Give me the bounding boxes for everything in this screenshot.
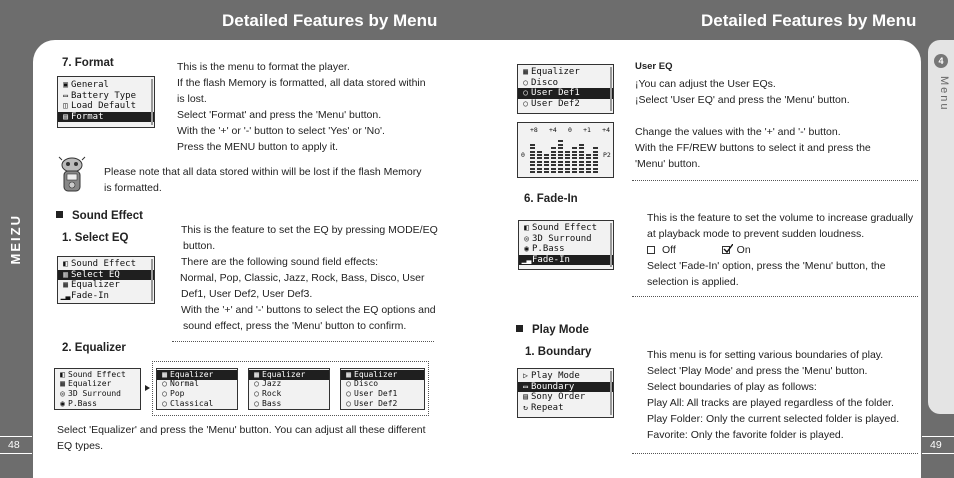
lcd-item: 3D Surround: [68, 389, 121, 399]
divider-dotted: [632, 453, 918, 454]
eq-bar-segment: [586, 154, 591, 156]
eq-label: +1: [583, 126, 591, 134]
lcd-item: Disco: [354, 379, 379, 389]
lcd-row: [55, 399, 140, 409]
eq-bar-segment: [565, 168, 570, 170]
eq-bar-segment: [586, 171, 591, 173]
lcd-item: Classical: [170, 399, 214, 409]
equalizer-icon: ▦: [523, 67, 528, 76]
text-line: sound effect, press the 'Menu' button to confirm.: [183, 320, 407, 332]
eq-label: 0: [568, 126, 572, 134]
eq-bar-segment: [551, 151, 556, 153]
radio-icon: ○: [523, 77, 528, 87]
text-line: If the flash Memory is formatted, all data stored within: [177, 77, 426, 89]
eq-bar-column: [530, 142, 535, 173]
fade-in-options: [647, 242, 913, 258]
mascot-note-icon: [58, 156, 86, 194]
off-checkbox-icon: [647, 246, 655, 254]
eq-right-label: P2: [603, 151, 611, 159]
eq-bars: [530, 137, 602, 173]
lcd-item: Normal: [170, 379, 199, 389]
radio-icon: ○: [523, 98, 528, 108]
right-page-number: 49: [930, 439, 942, 451]
eq-bar-segment: [565, 154, 570, 156]
user-eq-bars-display: [517, 122, 614, 178]
lcd-item: Fade-In: [532, 254, 570, 265]
boundary-heading: 1. Boundary: [525, 346, 592, 358]
user-eq-description-b: [635, 124, 871, 172]
lcd-row-selected: [157, 370, 237, 380]
lcd-row: [157, 390, 237, 400]
text-line: Select 'Equalizer' and press the 'Menu' button. You can adjust all these different: [57, 424, 426, 436]
eq-bar-column: [579, 142, 584, 173]
lcd-row: [518, 99, 613, 110]
eq-bar-segment: [579, 147, 584, 149]
divider-dotted: [172, 341, 434, 342]
text-line: Play All: All tracks are played regardless of the folder.: [647, 397, 894, 409]
play-mode-section: [516, 324, 589, 336]
eq-bar-segment: [551, 164, 556, 166]
eq-bar-segment: [530, 144, 535, 146]
eq-bar-segment: [593, 147, 598, 149]
settings-icon: ▣: [63, 80, 68, 89]
opt-off-label: Off: [662, 244, 676, 256]
text-line: at playback mode to prevent sudden loudness.: [647, 228, 865, 240]
eq-bar-segment: [572, 168, 577, 170]
format-heading: 7. Format: [62, 57, 114, 69]
battery-icon: ▭: [63, 90, 68, 100]
eq-bar-segment: [579, 171, 584, 173]
lcd-item: Disco: [531, 77, 559, 88]
text-line: With the FF/REW buttons to select it and press the: [635, 142, 871, 154]
radio-icon: ○: [346, 399, 351, 409]
text-line: This is the menu to format the player.: [177, 61, 350, 73]
fade-in-description: [647, 210, 913, 290]
sort-icon: ▤: [523, 392, 528, 401]
lcd-item: Sony Order: [531, 392, 586, 402]
lcd-row: [518, 403, 613, 414]
text-line: is lost.: [177, 93, 207, 105]
divider-dotted: [632, 180, 918, 181]
eq-bar-segment: [558, 168, 563, 170]
eq-bar-segment: [551, 168, 556, 170]
lcd-item: P.Bass: [532, 244, 565, 254]
lcd-row: [58, 291, 154, 302]
lcd-item: Sound Effect: [71, 259, 137, 269]
lcd-row: [249, 390, 329, 400]
lcd-item: Jazz: [262, 379, 282, 389]
eq-bar-segment: [558, 140, 563, 142]
lcd-scrollbar: [610, 223, 612, 267]
sound-icon: ◧: [524, 223, 529, 232]
eq-bar-segment: [593, 171, 598, 173]
lcd-scrollbar: [610, 67, 612, 111]
radio-icon: ○: [162, 389, 167, 399]
arrow-right-icon: [145, 385, 150, 391]
boundary-description: [647, 347, 899, 443]
lcd-item: Equalizer: [68, 379, 112, 389]
text-line: Press the MENU button to apply it.: [177, 141, 339, 153]
text-line: This menu is for setting various boundaries of play.: [647, 349, 884, 361]
eq-bar-segment: [558, 171, 563, 173]
lcd-row: [519, 223, 613, 234]
lcd-item: User Def1: [531, 88, 580, 98]
lcd-scrollbar: [610, 371, 612, 415]
eq-bar-column: [544, 153, 549, 173]
eq-bar-segment: [558, 151, 563, 153]
lcd-row: [55, 390, 140, 400]
equalizer-icon: ▦: [254, 369, 259, 379]
eq-bar-column: [586, 153, 591, 173]
radio-icon: ○: [254, 399, 259, 409]
text-line: Change the values with the '+' and '-' button.: [635, 126, 841, 138]
opt-on-label: On: [736, 244, 751, 256]
eq-bar-segment: [565, 161, 570, 163]
eq-bar-segment: [586, 164, 591, 166]
bass-icon: ◉: [60, 399, 65, 409]
text-line: Select boundaries of play as follows:: [647, 381, 817, 393]
eq-bar-segment: [544, 171, 549, 173]
eq-bar-segment: [572, 157, 577, 159]
eq-bar-segment: [558, 164, 563, 166]
surround-icon: ◎: [524, 233, 529, 243]
section-title: Play Mode: [532, 324, 589, 336]
lcd-item: P.Bass: [68, 399, 97, 409]
format-description: [177, 59, 426, 155]
select-eq-heading: 1. Select EQ: [62, 232, 129, 244]
lcd-row: [518, 371, 613, 382]
bass-icon: ◉: [524, 244, 529, 253]
user-eq-description-a: [635, 76, 850, 108]
eq-bar-column: [572, 146, 577, 173]
sound-icon: ◧: [60, 369, 65, 379]
lcd-item: Boundary: [531, 381, 575, 392]
eq-bar-segment: [551, 154, 556, 156]
lcd-item: Sound Effect: [68, 369, 126, 379]
text-line: ¡You can adjust the User EQs.: [635, 78, 776, 90]
radio-icon: ○: [346, 379, 351, 389]
eq-bar-segment: [565, 157, 570, 159]
eq-bar-segment: [593, 154, 598, 156]
lcd-row-selected: [58, 270, 154, 281]
text-line: There are the following sound field effects:: [181, 256, 379, 268]
equalizer-icon: ▦: [60, 379, 65, 389]
lcd-row: [249, 399, 329, 409]
eq-bar-segment: [572, 147, 577, 149]
eq-bar-column: [593, 146, 598, 173]
eq-bar-segment: [572, 154, 577, 156]
eq-bar-segment: [558, 161, 563, 163]
text-line: Select 'Format' and press the 'Menu' button.: [177, 109, 382, 121]
lcd-row: [58, 280, 154, 291]
repeat-icon: ↻: [523, 402, 528, 412]
brand-logo: MEIZU: [8, 214, 23, 265]
lcd-row: [55, 380, 140, 390]
eq-bar-segment: [537, 154, 542, 156]
eq-bar-segment: [530, 157, 535, 159]
eq-label: +4: [602, 126, 610, 134]
sound-effect-section: [56, 210, 143, 222]
text-line: Select 'Play Mode' and press the 'Menu' button.: [647, 365, 868, 377]
section-title: Sound Effect: [72, 210, 143, 222]
fade-in-lcd: [518, 220, 614, 270]
lcd-row: [58, 80, 154, 91]
text-line: With the '+' or '-' button to select 'Yes' or 'No'.: [177, 125, 385, 137]
lcd-item: Equalizer: [354, 369, 398, 379]
equalizer-lcd-c: [340, 368, 425, 410]
eq-bar-segment: [593, 168, 598, 170]
lcd-row-selected: [519, 255, 613, 266]
eq-left-label: 0: [521, 151, 525, 159]
lcd-item: Format: [71, 111, 104, 122]
radio-icon: ○: [523, 88, 528, 97]
lcd-row: [519, 244, 613, 255]
lcd-row: [58, 259, 154, 270]
eq-bar-segment: [530, 168, 535, 170]
lcd-row: [58, 91, 154, 102]
lcd-row: [157, 380, 237, 390]
radio-icon: ○: [346, 389, 351, 399]
eq-bar-segment: [537, 164, 542, 166]
lcd-item: Equalizer: [531, 67, 580, 77]
section-bullet-icon: [516, 325, 523, 332]
text-line: is formatted.: [104, 182, 162, 194]
lcd-row-selected: [518, 88, 613, 99]
eq-bar-segment: [537, 168, 542, 170]
eq-bar-segment: [593, 161, 598, 163]
user-eq-heading: User EQ: [635, 61, 673, 72]
text-line: selection is applied.: [647, 276, 739, 288]
lcd-row: [341, 380, 424, 390]
eq-bar-column: [537, 149, 542, 173]
fade-in-heading: 6. Fade-In: [524, 193, 578, 205]
right-page-title: Detailed Features by Menu: [701, 11, 917, 30]
eq-bar-segment: [544, 161, 549, 163]
lcd-item: User Def1: [354, 389, 398, 399]
lcd-item: Equalizer: [71, 280, 120, 290]
divider-dotted: [632, 296, 918, 297]
eq-bar-segment: [537, 161, 542, 163]
eq-bar-segment: [537, 171, 542, 173]
radio-icon: ○: [162, 379, 167, 389]
radio-icon: ○: [254, 389, 259, 399]
lcd-item: Fade-In: [71, 290, 109, 301]
lcd-row: [519, 234, 613, 245]
text-line: This is the feature to set the EQ by pressing MODE/EQ: [181, 224, 438, 236]
eq-bar-segment: [530, 147, 535, 149]
text-line: ¡Select 'User EQ' and press the 'Menu' button.: [635, 94, 850, 106]
eq-bar-segment: [551, 157, 556, 159]
eq-bar-segment: [593, 157, 598, 159]
text-line: This is the feature to set the volume to increase gradually: [647, 212, 914, 224]
equalizer-icon: ▦: [162, 369, 167, 379]
lcd-item: User Def2: [354, 399, 398, 409]
eq-bar-segment: [579, 144, 584, 146]
lcd-item: Bass: [262, 399, 282, 409]
eq-bar-segment: [572, 151, 577, 153]
lcd-item: Select EQ: [71, 269, 120, 280]
text-line: Select 'Fade-In' option, press the 'Menu' button, the: [647, 260, 886, 272]
lcd-row: [341, 390, 424, 400]
lcd-row: [341, 399, 424, 409]
eq-bar-segment: [551, 147, 556, 149]
side-tab-number: 4: [938, 56, 944, 66]
text-line: With the '+' and '-' buttons to select the EQ options and: [181, 304, 436, 316]
lcd-row: [55, 370, 140, 380]
text-line: Favorite: Only the favorite folder is played.: [647, 429, 844, 441]
fade-icon: ▁▃: [60, 290, 71, 300]
equalizer-icon: ▦: [346, 369, 351, 379]
fade-icon: ▁▃: [521, 254, 532, 264]
side-tab-label: Menu: [938, 76, 950, 112]
equalizer-lcd-a: [156, 368, 238, 410]
eq-bar-segment: [537, 157, 542, 159]
eq-bar-segment: [537, 151, 542, 153]
lcd-row: [249, 380, 329, 390]
eq-bar-segment: [586, 161, 591, 163]
eq-bar-segment: [544, 154, 549, 156]
equalizer-icon: ▦: [63, 280, 68, 289]
lcd-item: Load Default: [71, 101, 137, 111]
eq-bar-segment: [579, 168, 584, 170]
lcd-row-selected: [58, 112, 154, 123]
eq-bar-column: [558, 139, 563, 173]
text-line: EQ types.: [57, 440, 104, 452]
select-eq-lcd: [57, 256, 155, 304]
eq-bar-segment: [579, 164, 584, 166]
play-mode-icon: ▷: [523, 371, 528, 380]
lcd-scrollbar: [151, 79, 153, 125]
text-line: Please note that all data stored within will be lost if the flash Memory: [104, 166, 422, 178]
eq-icon: ▥: [63, 269, 68, 279]
section-bullet-icon: [56, 211, 63, 218]
format-note: [104, 164, 422, 196]
equalizer-lcd-main: [54, 368, 141, 410]
lcd-item: Battery Type: [71, 90, 137, 101]
lcd-row: [518, 78, 613, 89]
folder-icon: ▭: [523, 381, 528, 391]
eq-bar-segment: [558, 154, 563, 156]
lcd-row: [518, 392, 613, 403]
equalizer-heading: 2. Equalizer: [62, 342, 126, 354]
eq-bar-segment: [551, 161, 556, 163]
eq-bar-column: [551, 146, 556, 173]
eq-bar-segment: [544, 157, 549, 159]
eq-bar-segment: [544, 164, 549, 166]
sound-icon: ◧: [63, 259, 68, 268]
eq-label: +8: [530, 126, 538, 134]
eq-bar-segment: [530, 154, 535, 156]
eq-label: +4: [549, 126, 557, 134]
lcd-item: Rock: [262, 389, 282, 399]
select-eq-description: [181, 222, 438, 334]
eq-bar-segment: [565, 171, 570, 173]
equalizer-lcd-b: [248, 368, 330, 410]
format-lcd: [57, 76, 155, 128]
eq-bar-segment: [593, 164, 598, 166]
lcd-item: Play Mode: [531, 371, 580, 381]
eq-bar-segment: [586, 168, 591, 170]
eq-bar-segment: [579, 161, 584, 163]
eq-bar-segment: [579, 151, 584, 153]
on-checkbox-icon: [722, 246, 730, 254]
lcd-item: Equalizer: [170, 369, 214, 379]
lcd-scrollbar: [151, 259, 153, 301]
lcd-row: [58, 101, 154, 112]
lcd-item: General: [71, 80, 109, 90]
radio-icon: ○: [162, 399, 167, 409]
left-page-title: Detailed Features by Menu: [222, 11, 438, 30]
text-line: Play Folder: Only the current selected folder is played.: [647, 413, 900, 425]
eq-bar-segment: [544, 168, 549, 170]
lcd-item: 3D Surround: [532, 233, 592, 244]
text-line: button.: [183, 240, 216, 252]
side-tab-number-badge: [934, 54, 948, 68]
eq-bar-segment: [572, 164, 577, 166]
text-line: 'Menu' button.: [635, 158, 701, 170]
eq-bar-segment: [530, 164, 535, 166]
equalizer-description: [57, 422, 426, 454]
user-eq-lcd: [517, 64, 614, 114]
lcd-row-selected: [518, 382, 613, 393]
boundary-lcd: [517, 368, 614, 418]
eq-bar-segment: [579, 157, 584, 159]
eq-bar-segment: [593, 151, 598, 153]
side-tab: [928, 40, 954, 414]
eq-bar-segment: [565, 151, 570, 153]
format-icon: ▤: [63, 111, 68, 121]
radio-icon: ○: [254, 379, 259, 389]
left-page-number: 48: [8, 439, 20, 451]
eq-top-labels: [530, 126, 610, 134]
lcd-item: Sound Effect: [532, 223, 598, 233]
eq-bar-segment: [572, 161, 577, 163]
surround-icon: ◎: [60, 389, 65, 399]
lcd-row-selected: [341, 370, 424, 380]
lcd-item: Pop: [170, 389, 185, 399]
eq-bar-segment: [551, 171, 556, 173]
eq-bar-segment: [558, 147, 563, 149]
lcd-row: [157, 399, 237, 409]
eq-bar-segment: [572, 171, 577, 173]
eq-bar-segment: [558, 157, 563, 159]
reset-icon: ◫: [63, 101, 68, 110]
lcd-row: [518, 67, 613, 78]
eq-bar-segment: [558, 144, 563, 146]
eq-bar-segment: [530, 161, 535, 163]
eq-bar-segment: [530, 151, 535, 153]
lcd-row-selected: [249, 370, 329, 380]
lcd-item: User Def2: [531, 98, 580, 109]
lcd-item: Repeat: [531, 402, 564, 413]
text-line: Normal, Pop, Classic, Jazz, Rock, Bass, Disco, User: [180, 272, 425, 284]
eq-bar-column: [565, 149, 570, 173]
eq-bar-segment: [565, 164, 570, 166]
lcd-item: Equalizer: [262, 369, 306, 379]
eq-bar-segment: [530, 171, 535, 173]
eq-bar-segment: [586, 157, 591, 159]
eq-bar-segment: [579, 154, 584, 156]
text-line: Def1, User Def2, User Def3.: [181, 288, 313, 300]
